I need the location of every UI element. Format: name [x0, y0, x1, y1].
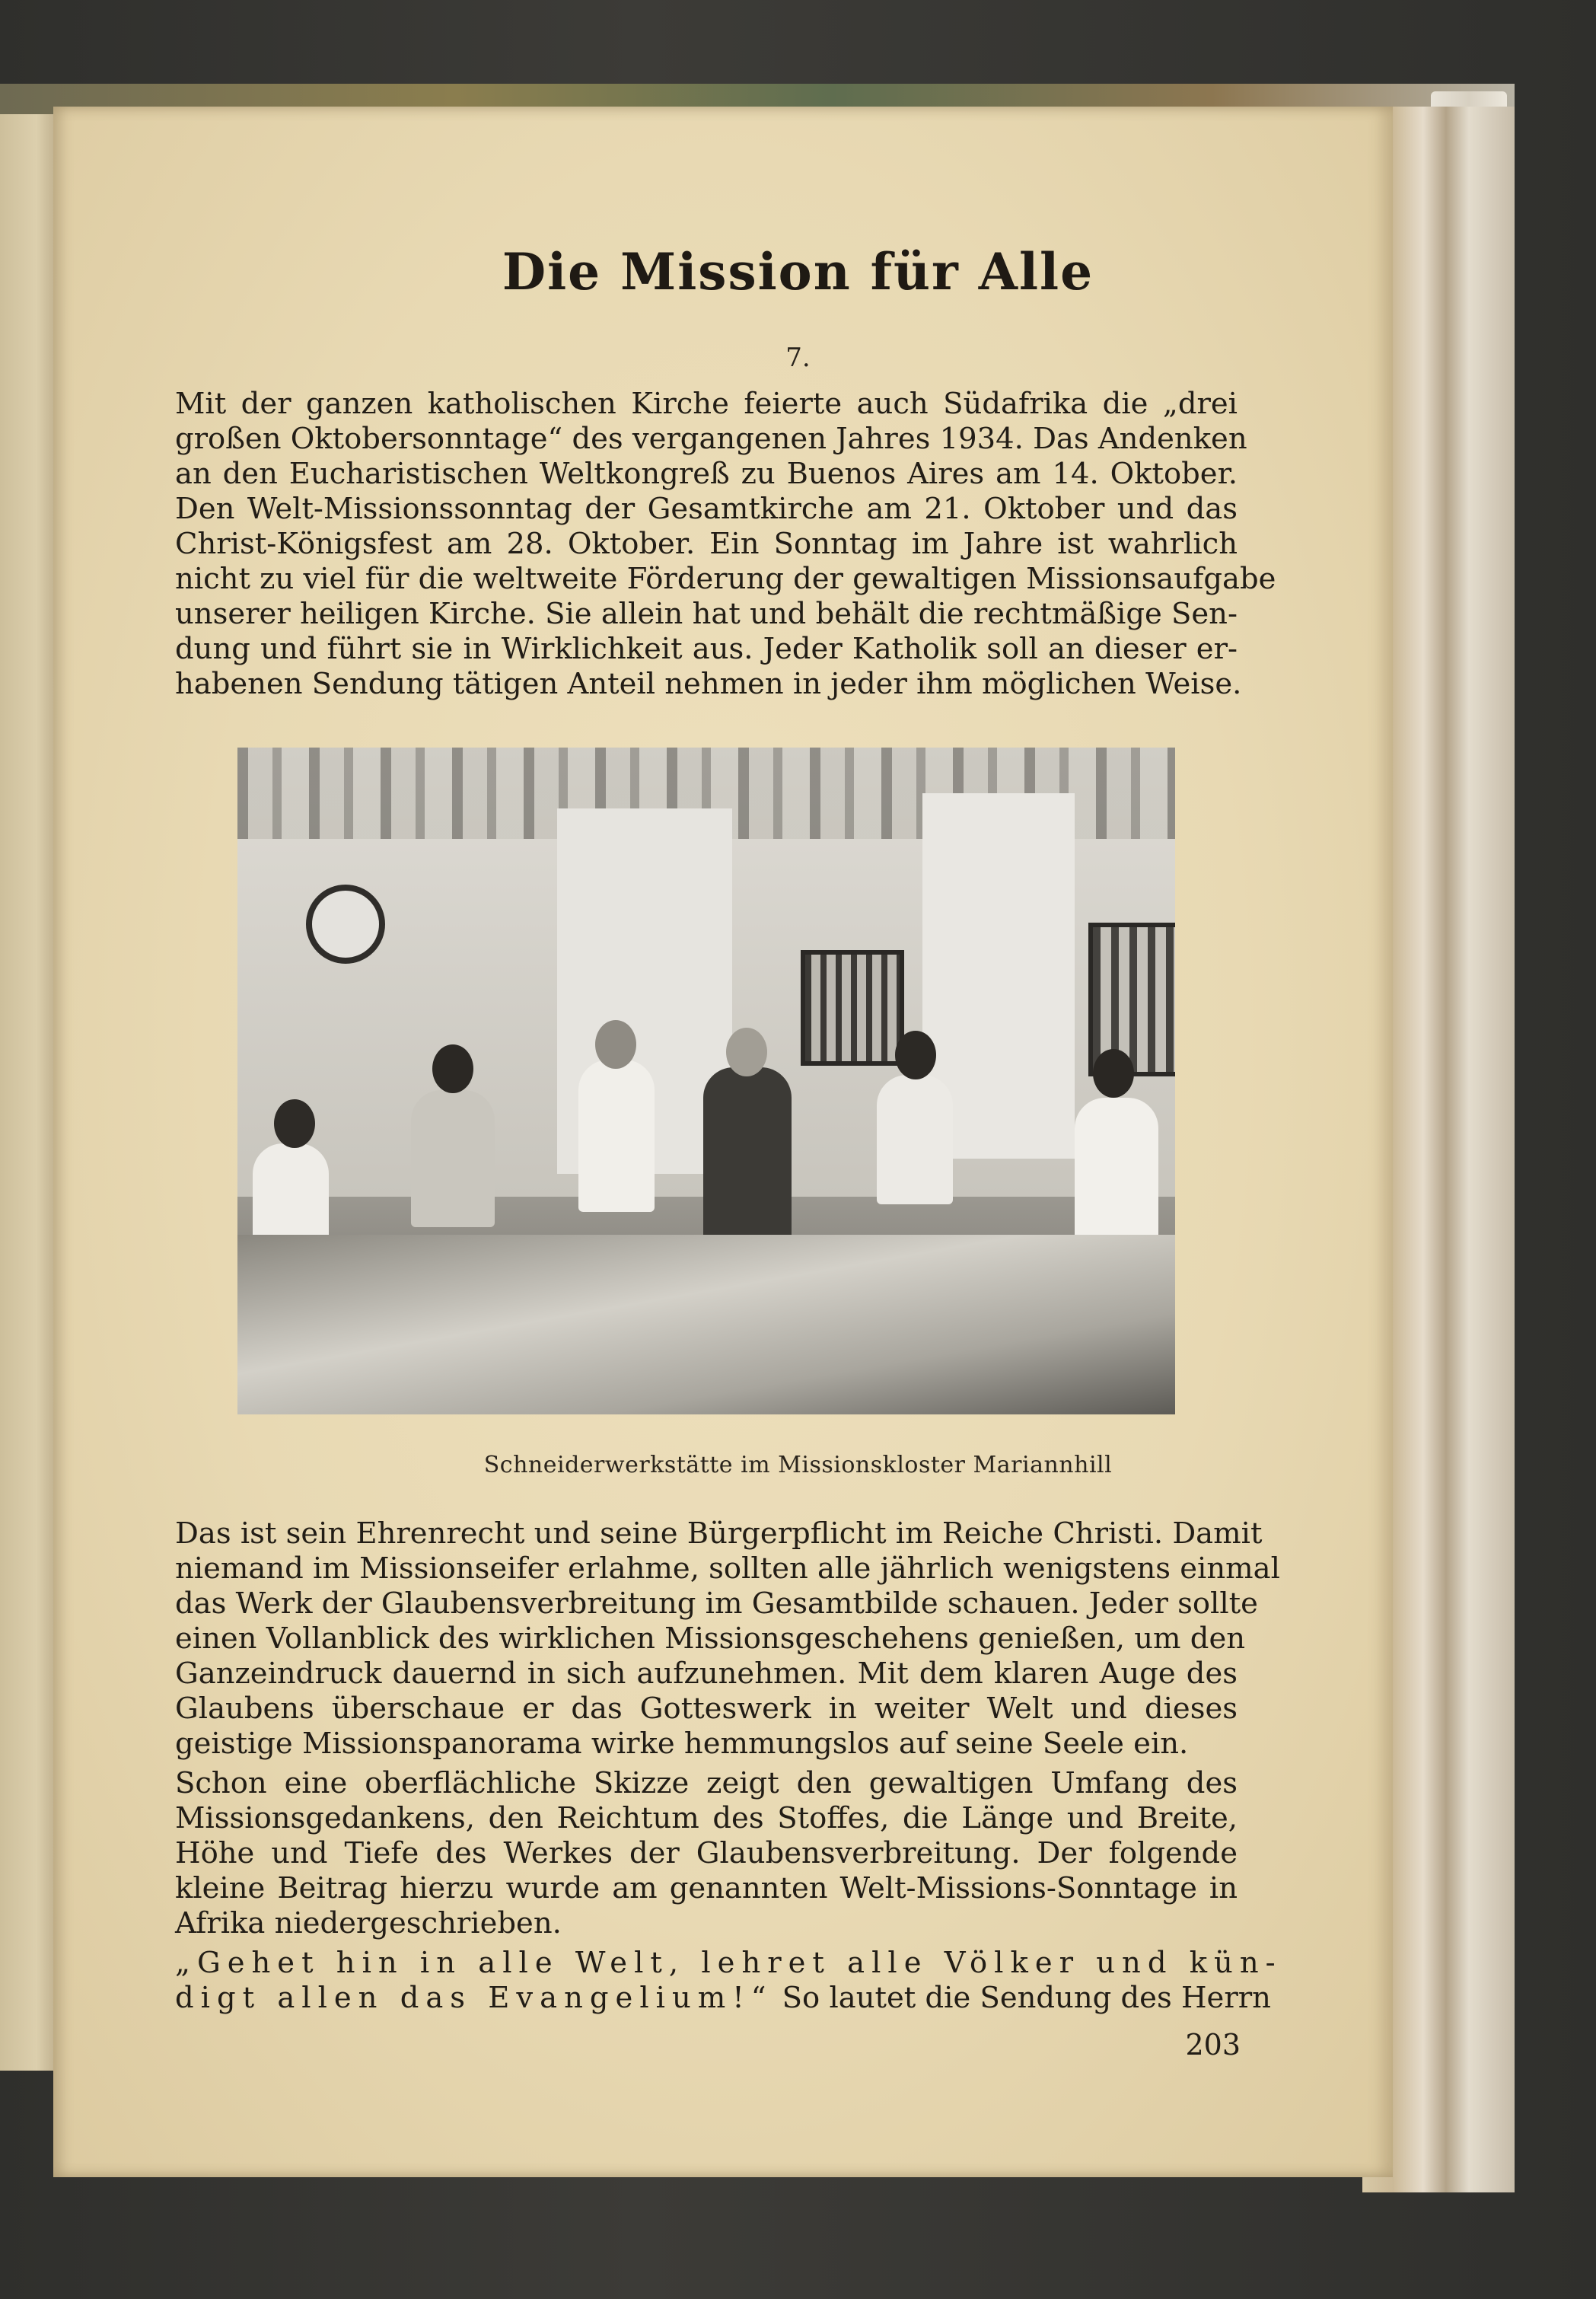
paragraph-4: [175, 1946, 1282, 2016]
text-line-rest: So lautet die Sendung des Herrn: [773, 1981, 1271, 2015]
person-head: [274, 1099, 315, 1148]
person-head: [432, 1044, 473, 1093]
text-line: Christ-Königsfest am 28. Oktober. Ein Sonntag im Jahre ist wahrlich: [175, 527, 1238, 561]
text-line: Schon eine oberflächliche Skizze zeigt den gewaltigen Umfang des: [175, 1766, 1238, 1800]
page-number: 203: [1185, 2028, 1241, 2061]
chapter-number: 7.: [785, 343, 811, 373]
text-line: [175, 1981, 1271, 2016]
person: [411, 1090, 495, 1227]
wall-frame: [801, 950, 904, 1066]
text-line: Glaubens überschaue er das Gotteswerk in weiter Welt und dieses: [175, 1692, 1238, 1726]
person: [877, 1075, 953, 1204]
text-line: das Werk der Glaubensverbreitung im Gesamtbilde schauen. Jeder sollte: [175, 1586, 1258, 1621]
person-head: [1093, 1049, 1134, 1098]
text-line: großen Oktobersonntage“ des vergangenen Jahres 1934. Das Andenken: [175, 422, 1247, 456]
text-line: Den Welt-Missionssonntag der Gesamtkirche am 21. Oktober und das: [175, 492, 1238, 526]
person: [578, 1060, 655, 1212]
photo-caption: Schneiderwerkstätte im Missionskloster Mariannhill: [483, 1452, 1113, 1478]
text-line: einen Vollanblick des wirklichen Missionsgeschehens genießen, um den: [175, 1621, 1246, 1656]
wall-clock: [306, 885, 385, 964]
paragraph-2: [175, 1516, 1280, 1762]
text-line: unserer heiligen Kirche. Sie allein hat und behält die rechtmäßige Sen-: [175, 597, 1238, 631]
text-line: an den Eucharistischen Weltkongreß zu Buenos Aires am 14. Oktober.: [175, 457, 1238, 491]
text-line: Höhe und Tiefe des Werkes der Glaubensverbreitung. Der folgende: [175, 1836, 1238, 1870]
spaced-quote-line: „Gehet hin in alle Welt, lehret alle Völker und kün-: [175, 1946, 1282, 1980]
text-line: niemand im Missionseifer erlahme, sollten alle jährlich wenigstens einmal: [175, 1551, 1280, 1586]
spaced-quote-end: digt allen das Evangelium!“: [175, 1981, 773, 2015]
left-page-edge: [0, 114, 61, 2071]
text-line: Mit der ganzen katholischen Kirche feierte auch Südafrika die „drei: [175, 387, 1238, 421]
text-line: dung und führt sie in Wirklichkeit aus. Jeder Katholik soll an dieser er-: [175, 632, 1238, 666]
person-head: [895, 1031, 936, 1079]
person: [703, 1067, 792, 1242]
cutting-table: [237, 1235, 1175, 1414]
text-line: kleine Beitrag hierzu wurde am genannten Welt-Missions-Sonntage in: [175, 1871, 1238, 1905]
paragraph-3: [175, 1766, 1238, 1941]
text-line: habenen Sendung tätigen Anteil nehmen in jeder ihm möglichen Weise.: [175, 667, 1242, 701]
article-title: Die Mission für Alle: [502, 242, 1094, 301]
person-head: [595, 1020, 636, 1069]
text-line: Missionsgedankens, den Reichtum des Stoffes, die Länge und Breite,: [175, 1801, 1238, 1835]
paragraph-1: [175, 387, 1276, 702]
text-line: Das ist sein Ehrenrecht und seine Bürgerpflicht im Reiche Christi. Damit: [175, 1516, 1263, 1551]
person-head: [726, 1028, 767, 1076]
text-line: nicht zu viel für die weltweite Förderung der gewaltigen Missionsaufgabe: [175, 562, 1276, 596]
text-line: geistige Missionspanorama wirke hemmungslos auf seine Seele ein.: [175, 1727, 1189, 1761]
text-line: Afrika niedergeschrieben.: [175, 1906, 562, 1940]
person: [1075, 1098, 1158, 1250]
text-line: Ganzeindruck dauernd in sich aufzunehmen. Mit dem klaren Auge des: [175, 1656, 1238, 1691]
workshop-photo: [237, 748, 1175, 1414]
